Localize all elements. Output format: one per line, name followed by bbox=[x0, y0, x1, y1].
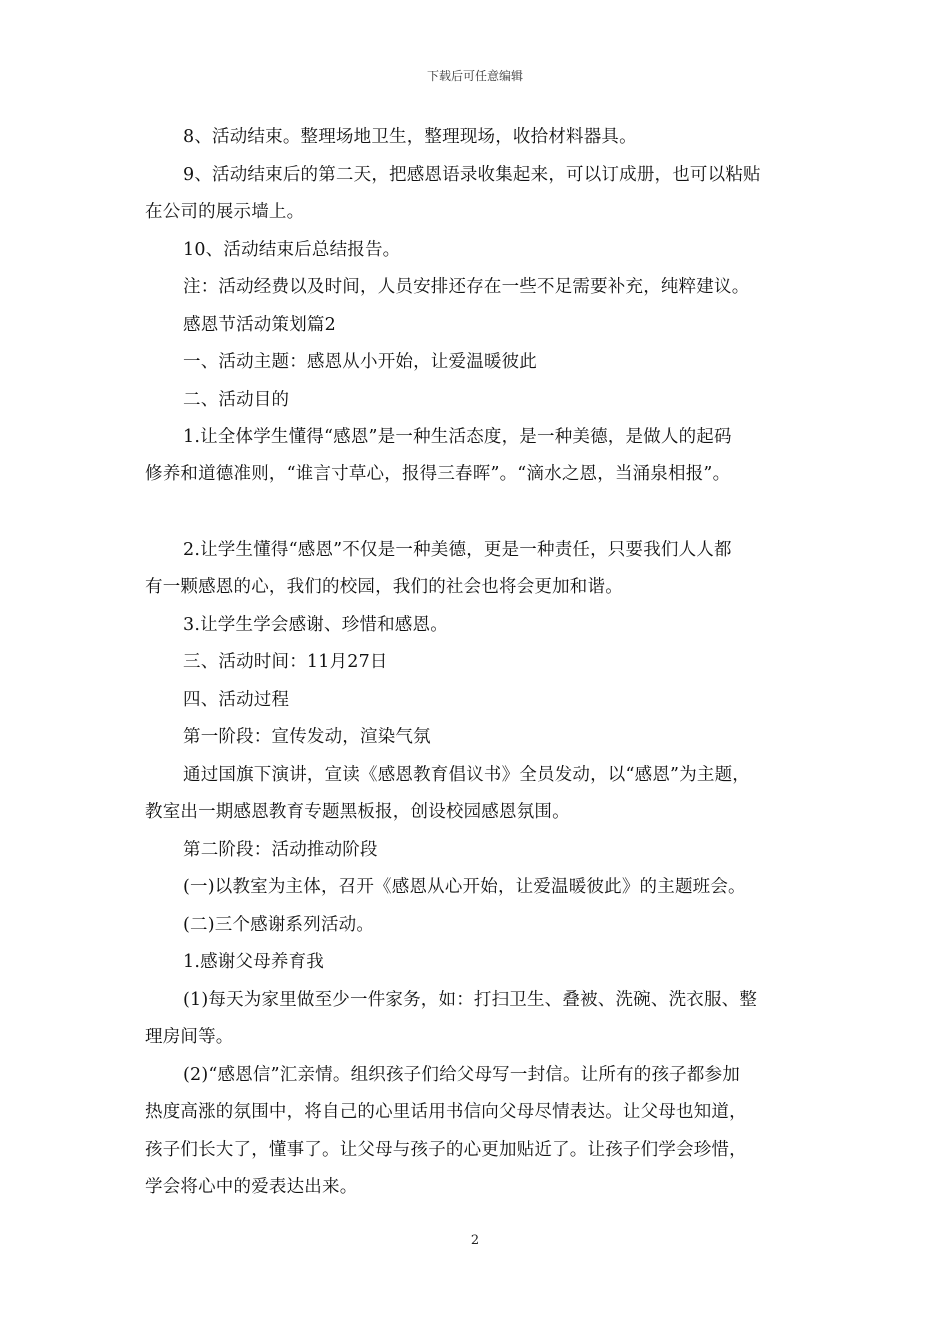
stage-heading: 第一阶段：宣传发动，渲染气氛 bbox=[183, 727, 431, 747]
paragraph-line: 通过国旗下演讲，宣读《感恩教育倡议书》全员发动，以“感恩”为主题， bbox=[183, 765, 750, 785]
stage-heading: 第二阶段：活动推动阶段 bbox=[183, 840, 378, 860]
paragraph-line: (一)以教室为主体，召开《感恩从心开始，让爱温暖彼此》的主题班会。 bbox=[183, 877, 746, 897]
paragraph-line: (1)每天为家里做至少一件家务，如：打扫卫生、叠被、洗碗、洗衣服、整 bbox=[183, 990, 758, 1010]
paragraph-line: 在公司的展示墙上。 bbox=[145, 202, 305, 222]
paragraph-line: 10、活动结束后总结报告。 bbox=[183, 240, 401, 260]
paragraph-line: 有一颗感恩的心，我们的校园，我们的社会也将会更加和谐。 bbox=[145, 577, 623, 597]
paragraph-line: 学会将心中的爱表达出来。 bbox=[145, 1177, 358, 1197]
paragraph-line: 孩子们长大了，懂事了。让父母与孩子的心更加贴近了。让孩子们学会珍惜， bbox=[145, 1140, 747, 1160]
heading-purpose: 二、活动目的 bbox=[183, 390, 290, 410]
paragraph-line: 修养和道德准则，“谁言寸草心，报得三春晖”。“滴水之恩，当涌泉相报”。 bbox=[145, 464, 731, 484]
paragraph-line: (2)“感恩信”汇亲情。组织孩子们给父母写一封信。让所有的孩子都参加 bbox=[183, 1065, 740, 1085]
paragraph-line: 8、活动结束。整理场地卫生，整理现场，收拾材料器具。 bbox=[183, 127, 637, 147]
heading-process: 四、活动过程 bbox=[183, 690, 290, 710]
paragraph-line: 3.让学生学会感谢、珍惜和感恩。 bbox=[183, 615, 448, 635]
paragraph-line: 2.让学生懂得“感恩”不仅是一种美德，更是一种责任，只要我们人人都 bbox=[183, 540, 732, 560]
page-number: 2 bbox=[470, 1233, 480, 1248]
paragraph-line: 热度高涨的氛围中，将自己的心里话用书信向父母尽情表达。让父母也知道， bbox=[145, 1102, 747, 1122]
section-title: 感恩节活动策划篇2 bbox=[183, 315, 336, 335]
paragraph-line: 教室出一期感恩教育专题黑板报，创设校园感恩氛围。 bbox=[145, 802, 570, 822]
heading-theme: 一、活动主题：感恩从小开始，让爱温暖彼此 bbox=[183, 352, 537, 372]
page-header: 下载后可任意编辑 bbox=[426, 69, 523, 83]
paragraph-line: 1.感谢父母养育我 bbox=[183, 952, 324, 972]
paragraph-line: 1.让全体学生懂得“感恩”是一种生活态度，是一种美德，是做人的起码 bbox=[183, 427, 732, 447]
paragraph-line: 注：活动经费以及时间，人员安排还存在一些不足需要补充，纯粹建议。 bbox=[183, 277, 750, 297]
paragraph-line: 9、活动结束后的第二天，把感恩语录收集起来，可以订成册，也可以粘贴 bbox=[183, 165, 761, 185]
heading-time: 三、活动时间：11月27日 bbox=[183, 652, 388, 672]
paragraph-line: (二)三个感谢系列活动。 bbox=[183, 915, 375, 935]
paragraph-line: 理房间等。 bbox=[145, 1027, 234, 1047]
